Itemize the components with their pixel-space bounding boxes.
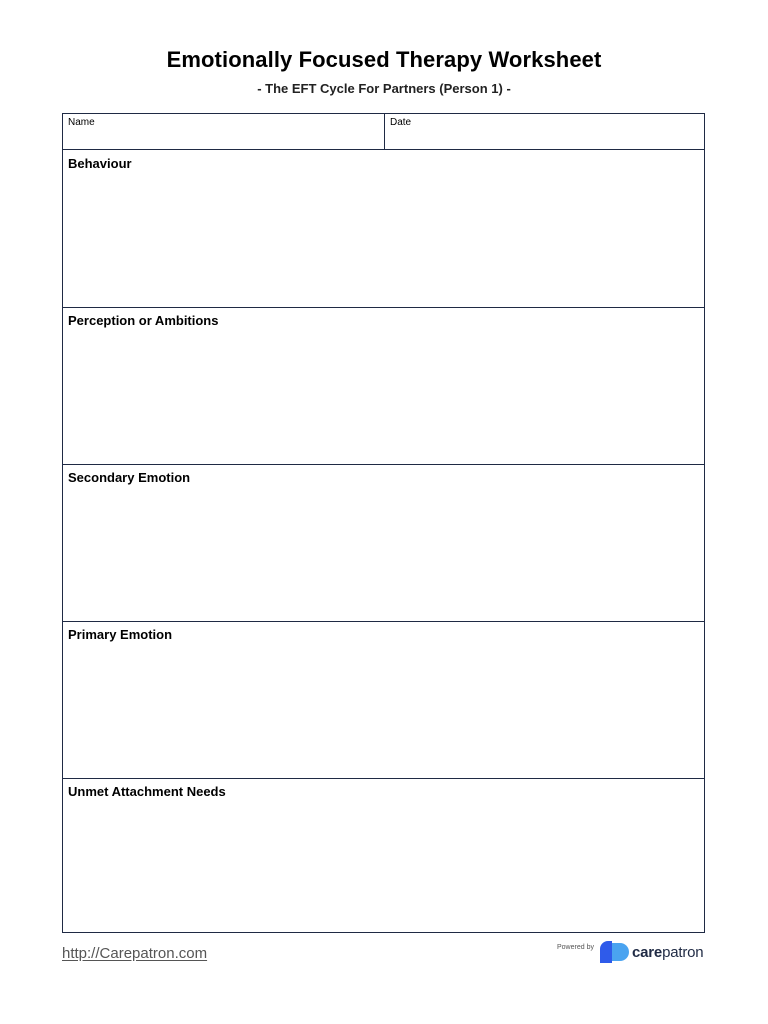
section-behaviour[interactable] xyxy=(63,151,704,308)
section-label: Unmet Attachment Needs xyxy=(68,783,226,799)
carepatron-link[interactable]: http://Carepatron.com xyxy=(62,945,208,962)
page-subtitle: - The EFT Cycle For Partners (Person 1) - xyxy=(257,81,511,96)
brand-care: care xyxy=(632,943,663,961)
worksheet-form xyxy=(62,113,705,933)
name-label: Name xyxy=(68,117,95,128)
carepatron-wordmark xyxy=(632,944,703,961)
brand-patron: patron xyxy=(662,943,704,961)
section-label: Primary Emotion xyxy=(68,626,173,642)
page-title: Emotionally Focused Therapy Worksheet xyxy=(166,47,602,72)
carepatron-logo-icon xyxy=(598,941,630,963)
date-field[interactable] xyxy=(385,114,704,149)
section-label: Behaviour xyxy=(68,155,132,171)
date-label: Date xyxy=(390,117,412,128)
section-label: Secondary Emotion xyxy=(68,469,191,485)
name-field[interactable] xyxy=(63,114,385,149)
section-secondary-emotion[interactable] xyxy=(63,465,704,622)
section-perception[interactable] xyxy=(63,308,704,465)
carepatron-logo xyxy=(598,941,703,963)
section-label: Perception or Ambitions xyxy=(68,312,219,328)
powered-by-text: Powered by xyxy=(557,944,594,951)
section-primary-emotion[interactable] xyxy=(63,622,704,779)
header-row xyxy=(63,114,704,150)
section-unmet-attachment-needs[interactable] xyxy=(63,779,704,933)
